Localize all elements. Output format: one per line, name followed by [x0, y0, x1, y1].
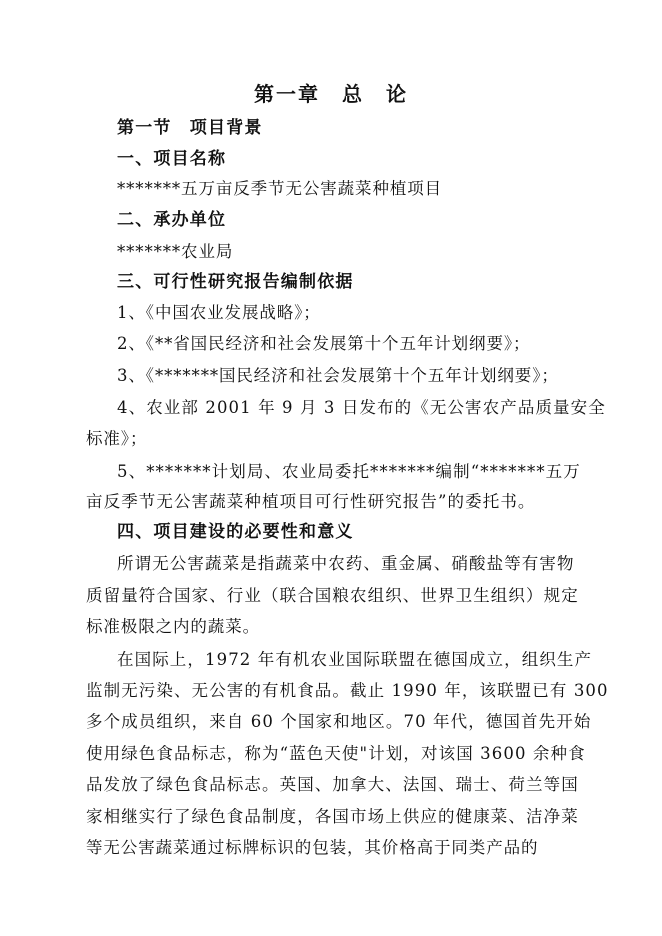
section-title: 第一节 项目背景: [117, 118, 263, 138]
para2-line2: 监制无污染、无公害的有机食品。截止 1990 年，该联盟已有 300: [86, 681, 609, 700]
heading-necessity: 四、项目建设的必要性和意义: [117, 522, 354, 542]
basis-item-1: 1、《中国农业发展战略》；: [117, 303, 321, 322]
para2-line4: 使用绿色食品标志，称为“蓝色天使"计划，对该国 3600 余种食: [86, 744, 586, 763]
heading-organizer: 二、承办单位: [117, 210, 227, 230]
basis-item-4-line1: 4、农业部 2001 年 9 月 3 日发布的《无公害农产品质量安全: [117, 398, 606, 417]
chapter-title: 第一章 总 论: [254, 82, 408, 106]
para2-line6: 家相继实行了绿色食品制度，各国市场上供应的健康菜、洁净菜: [86, 807, 579, 826]
para1-line1: 所谓无公害蔬菜是指蔬菜中农药、重金属、硝酸盐等有害物: [117, 554, 575, 573]
basis-item-5-line1: 5、*******计划局、农业局委托*******编制“*******五万: [117, 462, 581, 481]
heading-project-name: 一、项目名称: [117, 149, 227, 169]
heading-basis: 三、可行性研究报告编制依据: [117, 272, 354, 292]
basis-item-4-line2: 标准》；: [86, 429, 148, 448]
para2-line7: 等无公害蔬菜通过标牌标识的包装，其价格高于同类产品的: [86, 838, 539, 857]
organizer-text: *******农业局: [117, 242, 234, 261]
para2-line3: 多个成员组织，来自 60 个国家和地区。70 年代，德国首先开始: [86, 712, 592, 731]
para1-line2: 质留量符合国家、行业（联合国粮农组织、世界卫生组织）规定: [86, 586, 579, 605]
project-name-text: *******五万亩反季节无公害蔬菜种植项目: [117, 179, 443, 198]
basis-item-2: 2、《**省国民经济和社会发展第十个五年计划纲要》；: [117, 334, 531, 353]
basis-item-5-line2: 亩反季节无公害蔬菜种植项目可行性研究报告”的委托书。: [86, 492, 536, 511]
basis-item-3: 3、《*******国民经济和社会发展第十个五年计划纲要》；: [117, 366, 559, 385]
para2-line5: 品发放了绿色食品标志。英国、加拿大、法国、瑞士、荷兰等国: [86, 775, 579, 794]
para2-line1: 在国际上，1972 年有机农业国际联盟在德国成立，组织生产: [117, 650, 593, 669]
para1-line3: 标准极限之内的蔬菜。: [86, 617, 260, 636]
